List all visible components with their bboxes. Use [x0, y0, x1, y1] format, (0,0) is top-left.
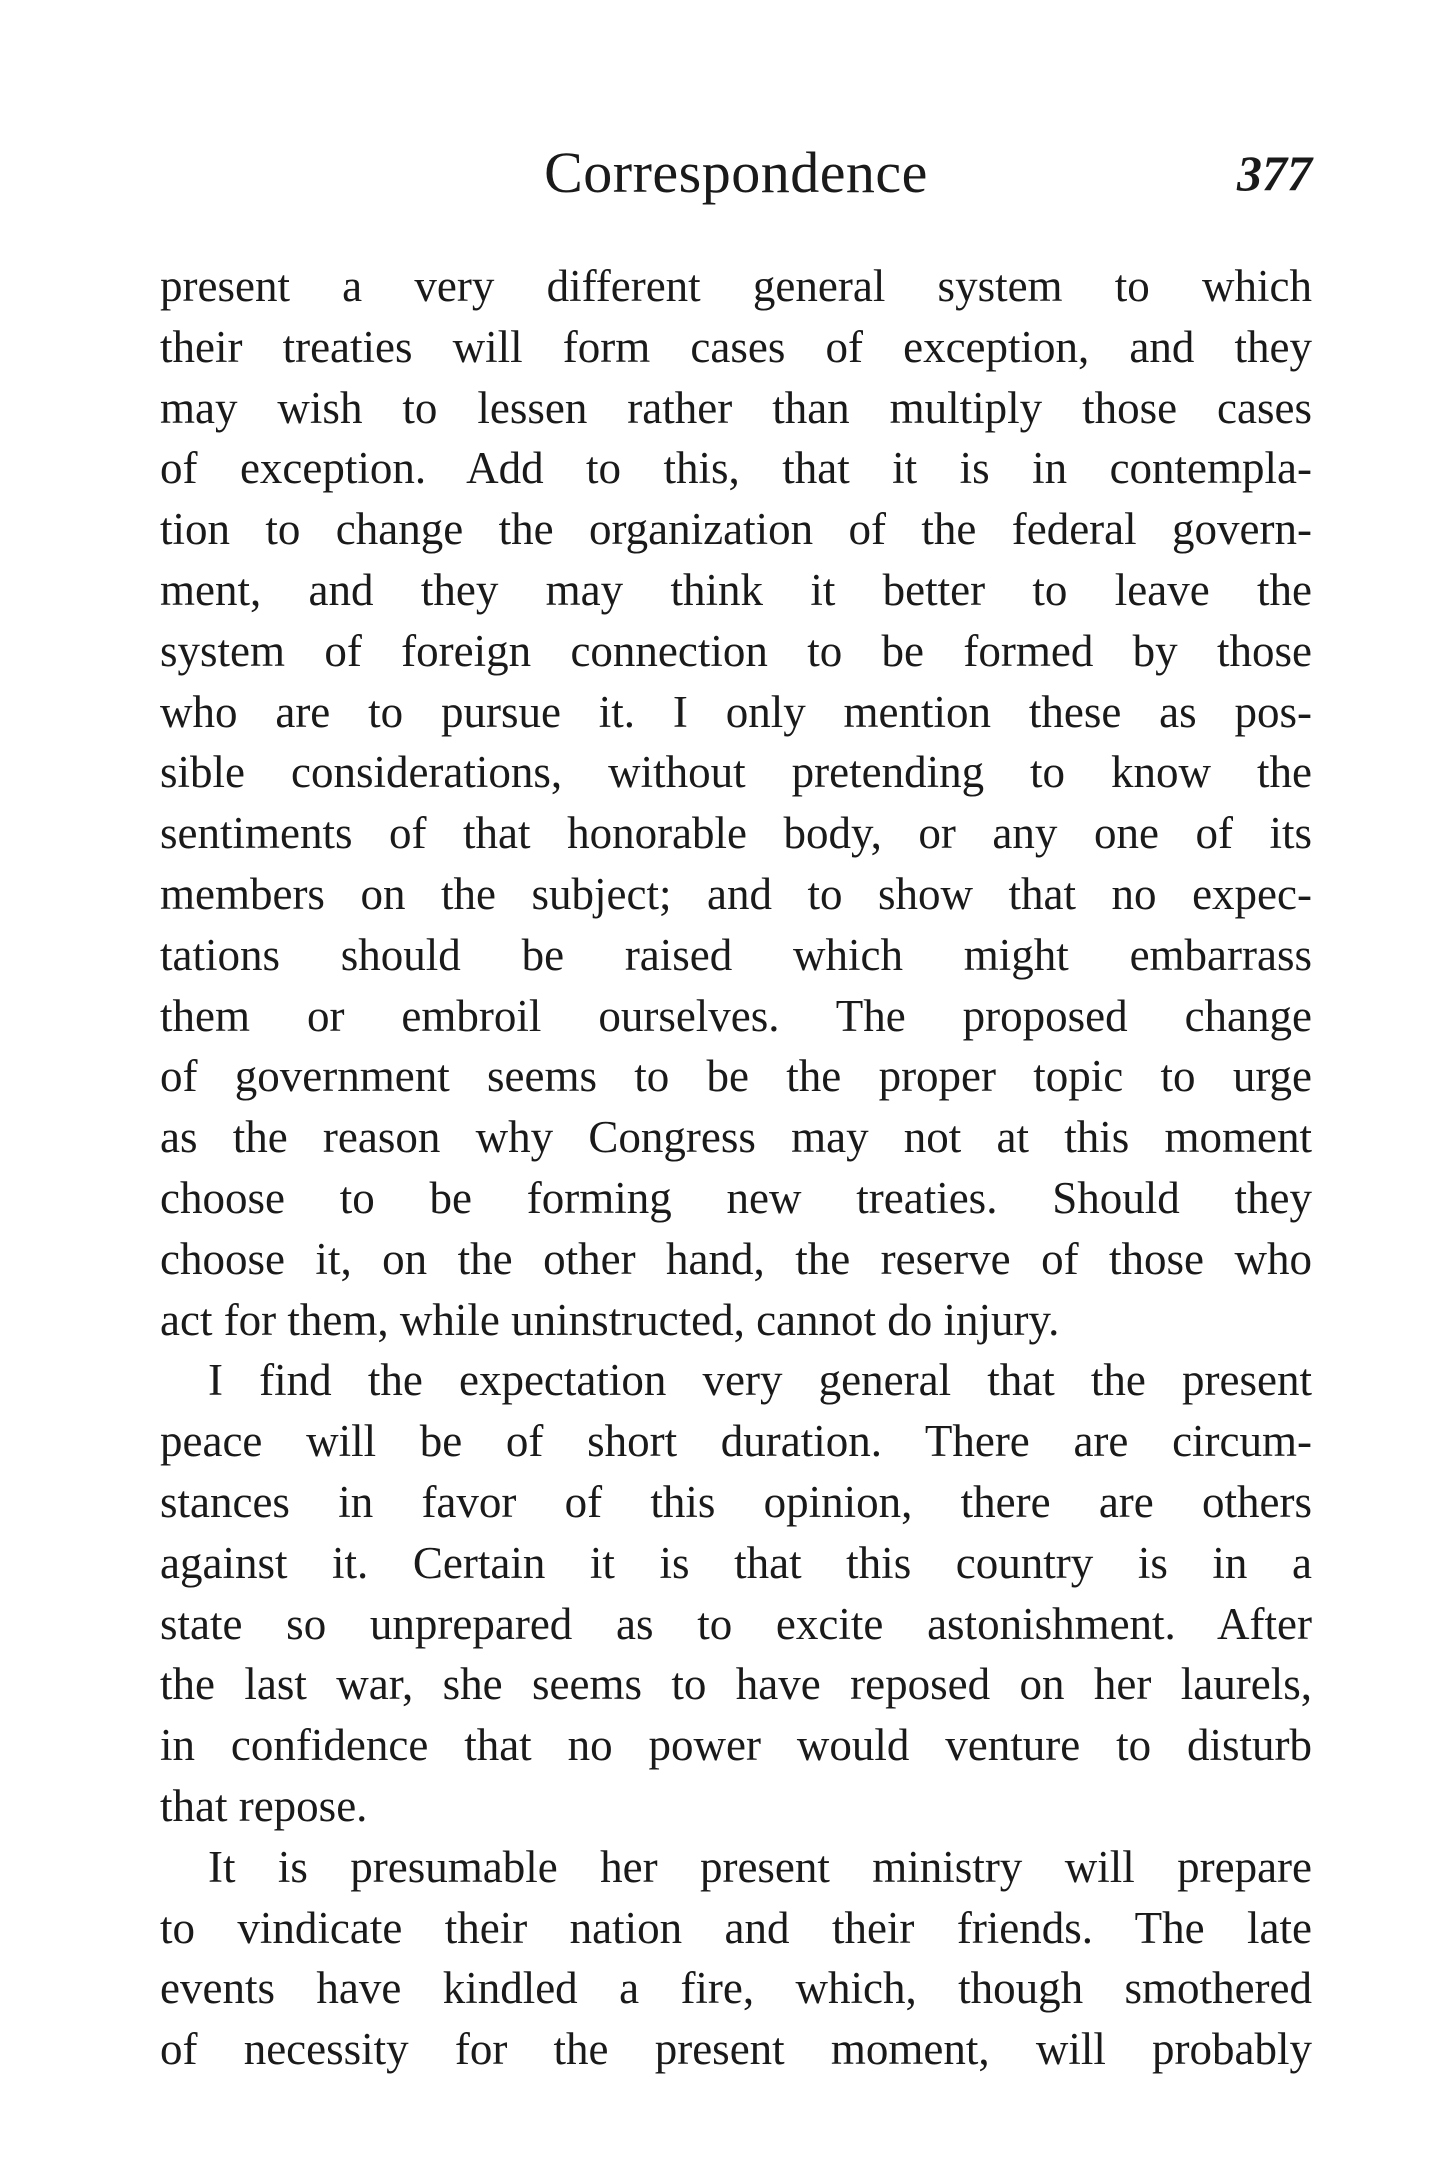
- text-line: state so unprepared as to excite astonishment. After: [160, 1598, 1312, 1649]
- paragraph-1: [160, 256, 1312, 1350]
- text-line: sentiments of that honorable body, or any one of its: [160, 808, 1312, 859]
- running-head: [160, 138, 1312, 208]
- text-line: I find the expectation very general that the present: [208, 1355, 1312, 1406]
- text-line: ment, and they may think it better to leave the: [160, 564, 1312, 615]
- text-line: tations should be raised which might embarrass: [160, 929, 1312, 980]
- text-line: to vindicate their nation and their friends. The late: [160, 1902, 1312, 1953]
- text-line: of necessity for the present moment, will probably: [160, 2024, 1312, 2075]
- page-number: 377: [1237, 145, 1312, 201]
- text-line: may wish to lessen rather than multiply those cases: [160, 382, 1312, 433]
- paragraph-3: [160, 1837, 1312, 2080]
- text-line: stances in favor of this opinion, there are others: [160, 1476, 1312, 1527]
- text-line: tion to change the organization of the federal govern-: [160, 504, 1312, 555]
- text-line: of exception. Add to this, that it is in contempla-: [160, 443, 1312, 494]
- text-line: events have kindled a fire, which, though smothered: [160, 1963, 1312, 2014]
- text-line: who are to pursue it. I only mention these as pos-: [160, 686, 1312, 737]
- text-line: their treaties will form cases of exception, and they: [160, 321, 1312, 372]
- text-line: sible considerations, without pretending to know the: [160, 747, 1312, 798]
- text-line: system of foreign connection to be formed by those: [160, 625, 1312, 676]
- text-line: that repose.: [160, 1780, 368, 1831]
- text-line: of government seems to be the proper topic to urge: [160, 1051, 1312, 1102]
- text-line: against it. Certain it is that this country is in a: [160, 1537, 1312, 1588]
- text-line: peace will be of short duration. There are circum-: [160, 1416, 1312, 1467]
- body-text: [160, 256, 1312, 2080]
- text-line: present a very different general system to which: [160, 261, 1312, 311]
- text-line: It is presumable her present ministry will prepare: [208, 1841, 1312, 1892]
- text-line: in confidence that no power would venture to disturb: [160, 1720, 1312, 1771]
- text-line: choose it, on the other hand, the reserve of those who: [160, 1233, 1312, 1284]
- text-line: act for them, while uninstructed, cannot do injury.: [160, 1294, 1060, 1345]
- text-line: the last war, she seems to have reposed on her laurels,: [160, 1659, 1312, 1710]
- paragraph-2: [160, 1350, 1312, 1836]
- text-line: members on the subject; and to show that no expec-: [160, 868, 1312, 919]
- text-line: them or embroil ourselves. The proposed change: [160, 990, 1312, 1041]
- text-line: as the reason why Congress may not at this moment: [160, 1112, 1312, 1163]
- text-line: choose to be forming new treaties. Should they: [160, 1172, 1312, 1223]
- running-title: Correspondence: [544, 140, 928, 205]
